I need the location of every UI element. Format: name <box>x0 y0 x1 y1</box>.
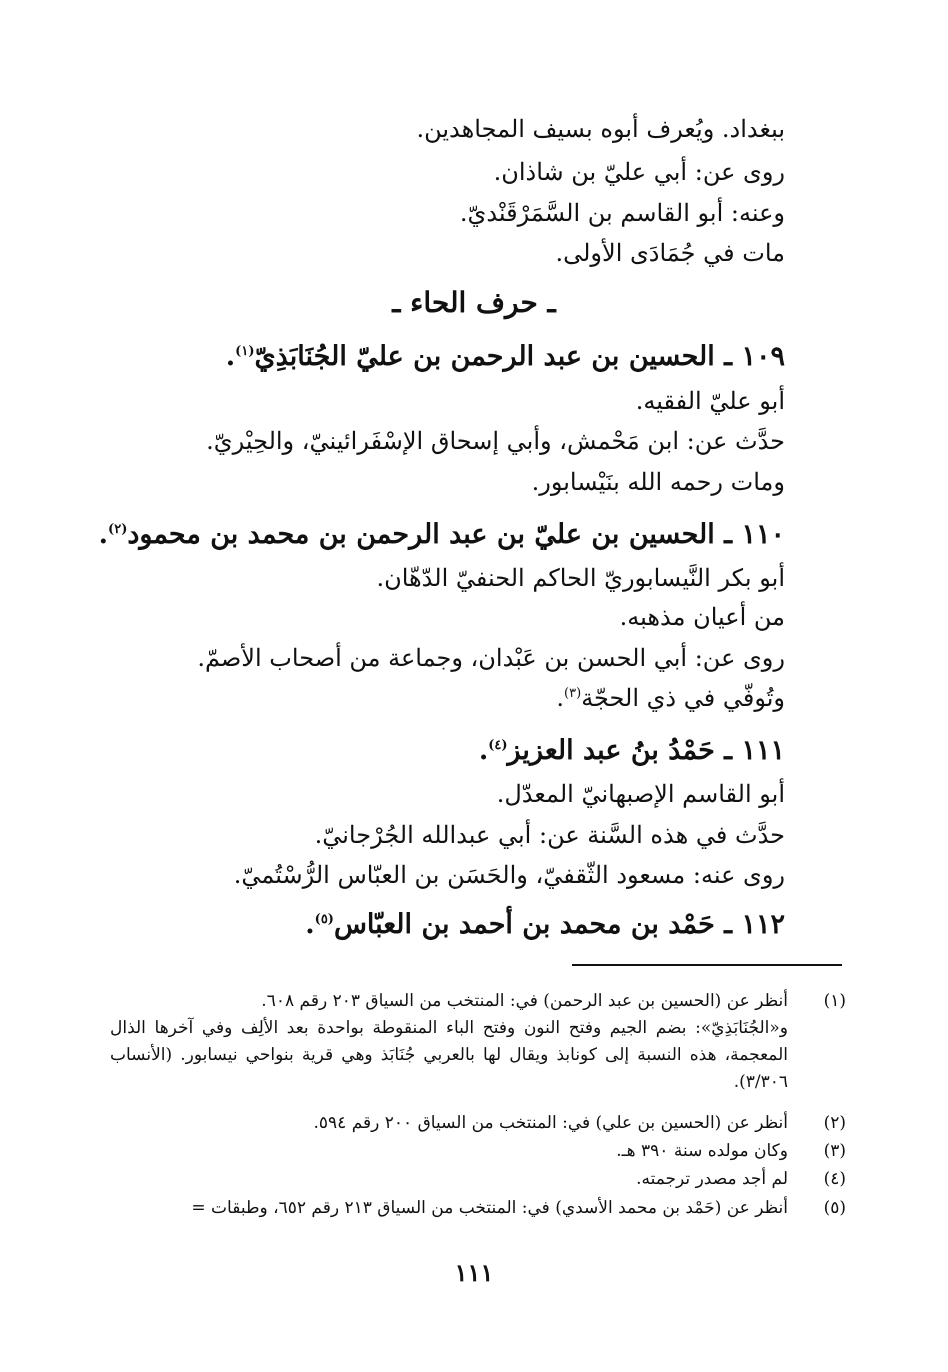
footnote-ref: (٢) <box>108 522 128 537</box>
text-line: مات في جُمَادَى الأولى. <box>555 239 785 267</box>
footnote-separator <box>572 964 842 966</box>
section-title: ـ حرف الحاء ـ <box>392 286 556 319</box>
entry-heading-text: ١١١ ـ حَمْدُ بنُ عبد العزيز <box>507 735 785 766</box>
footnote-number: (٣) <box>823 1141 846 1161</box>
footnote-text: و«الجُنَابَذِيّ»: بضم الجيم وفتح النون وفتح الباء المنقوطة بواحدة بعد الألِف وفي آخرها الذال المعجمة، هذه النسبة إلى كونابذ ويقال لها بالعربي جُنَابَذ وهي قرية بنواحي نيسابور. (الأنساب ٣/٣٠٦). <box>110 1018 788 1092</box>
text-line: روى عن: أبي عليّ بن شاذان. <box>493 158 785 186</box>
entry-heading-text: ١١٢ ـ حَمْد بن محمد بن أحمد بن العبّاس <box>333 909 785 940</box>
footnote-ref: (٥) <box>314 912 334 927</box>
text-line: وعنه: أبو القاسم بن السَّمَرْقَنْديّ. <box>459 199 785 227</box>
footnote-number: (٤) <box>823 1169 846 1189</box>
entry-heading-110: ١١٠ ـ الحسين بن عليّ بن عبد الرحمن بن محمد بن محمود$^{(٢)}$. <box>98 519 785 550</box>
footnote-number: (٥) <box>823 1198 846 1218</box>
footnote-number: (٢) <box>823 1113 846 1133</box>
text-line: روى عنه: مسعود الثّقفيّ، والحَسَن بن العبّاس الرُّسْتُميّ. <box>233 861 785 889</box>
footnote-ref: (٣) <box>564 686 582 701</box>
footnote-text: لم أجد مصدر ترجمته. <box>636 1169 788 1189</box>
text-line: ومات رحمه الله بنَيْسابور. <box>531 468 785 496</box>
text-line: من أعيان مذهبه. <box>619 603 785 631</box>
footnote-ref: (٤) <box>488 738 508 753</box>
text-line: حدَّث عن: ابن مَحْمش، وأبي إسحاق الإسْفَرائينيّ، والحِيْريّ. <box>206 427 785 455</box>
page-number: ١١١ <box>454 1258 494 1287</box>
text-line: أبو القاسم الإصبهانيّ المعدّل. <box>496 780 785 808</box>
footnote-text: وكان مولده سنة ٣٩٠ هـ. <box>616 1141 788 1161</box>
footnote-text: أنظر عن (الحسين بن علي) في: المنتخب من السياق ٢٠٠ رقم ٥٩٤. <box>313 1113 788 1133</box>
footnote-number: (١) <box>823 991 846 1011</box>
text-line: وتُوفّي في ذي الحجّة$^{(٣)}$. <box>556 684 785 712</box>
entry-heading-111: ١١١ ـ حَمْدُ بنُ عبد العزيز$^{(٤)}$. <box>478 735 785 766</box>
entry-heading-text: ١٠٩ ـ الحسين بن عبد الرحمن بن عليّ الجُنَابَذِيّ <box>254 341 785 372</box>
footnote-text: أنظر عن (حَمْد بن محمد الأسدي) في: المنتخب من السياق ٢١٣ رقم ٦٥٢، وطبقات = <box>191 1198 788 1218</box>
text-line: حدَّث في هذه السَّنة عن: أبي عبدالله الجُرْجانيّ. <box>314 821 785 849</box>
entry-heading-109: ١٠٩ ـ الحسين بن عبد الرحمن بن عليّ الجُنَابَذِيّ$^{(١)}$. <box>225 341 785 372</box>
text-line: روى عن: أبي الحسن بن عَبْدان، وجماعة من أصحاب الأصمّ. <box>197 644 785 672</box>
footnote-text: أنظر عن (الحسين بن عبد الرحمن) في: المنتخب من السياق ٢٠٣ رقم ٦٠٨. <box>261 991 788 1011</box>
text-line: أبو عليّ الفقيه. <box>635 387 785 415</box>
footnote-ref: (١) <box>235 344 255 359</box>
entry-heading-112: ١١٢ ـ حَمْد بن محمد بن أحمد بن العبّاس$^{(٥)}$. <box>305 909 785 940</box>
text-line: أبو بكر النَّيسابوريّ الحاكم الحنفيّ الدّهّان. <box>376 564 785 592</box>
text-line: ببغداد. ويُعرف أبوه بسيف المجاهدين. <box>416 115 785 143</box>
text-line-content: وتُوفّي في ذي الحجّة <box>581 684 785 712</box>
entry-heading-text: ١١٠ ـ الحسين بن عليّ بن عبد الرحمن بن محمد بن محمود <box>127 519 785 550</box>
